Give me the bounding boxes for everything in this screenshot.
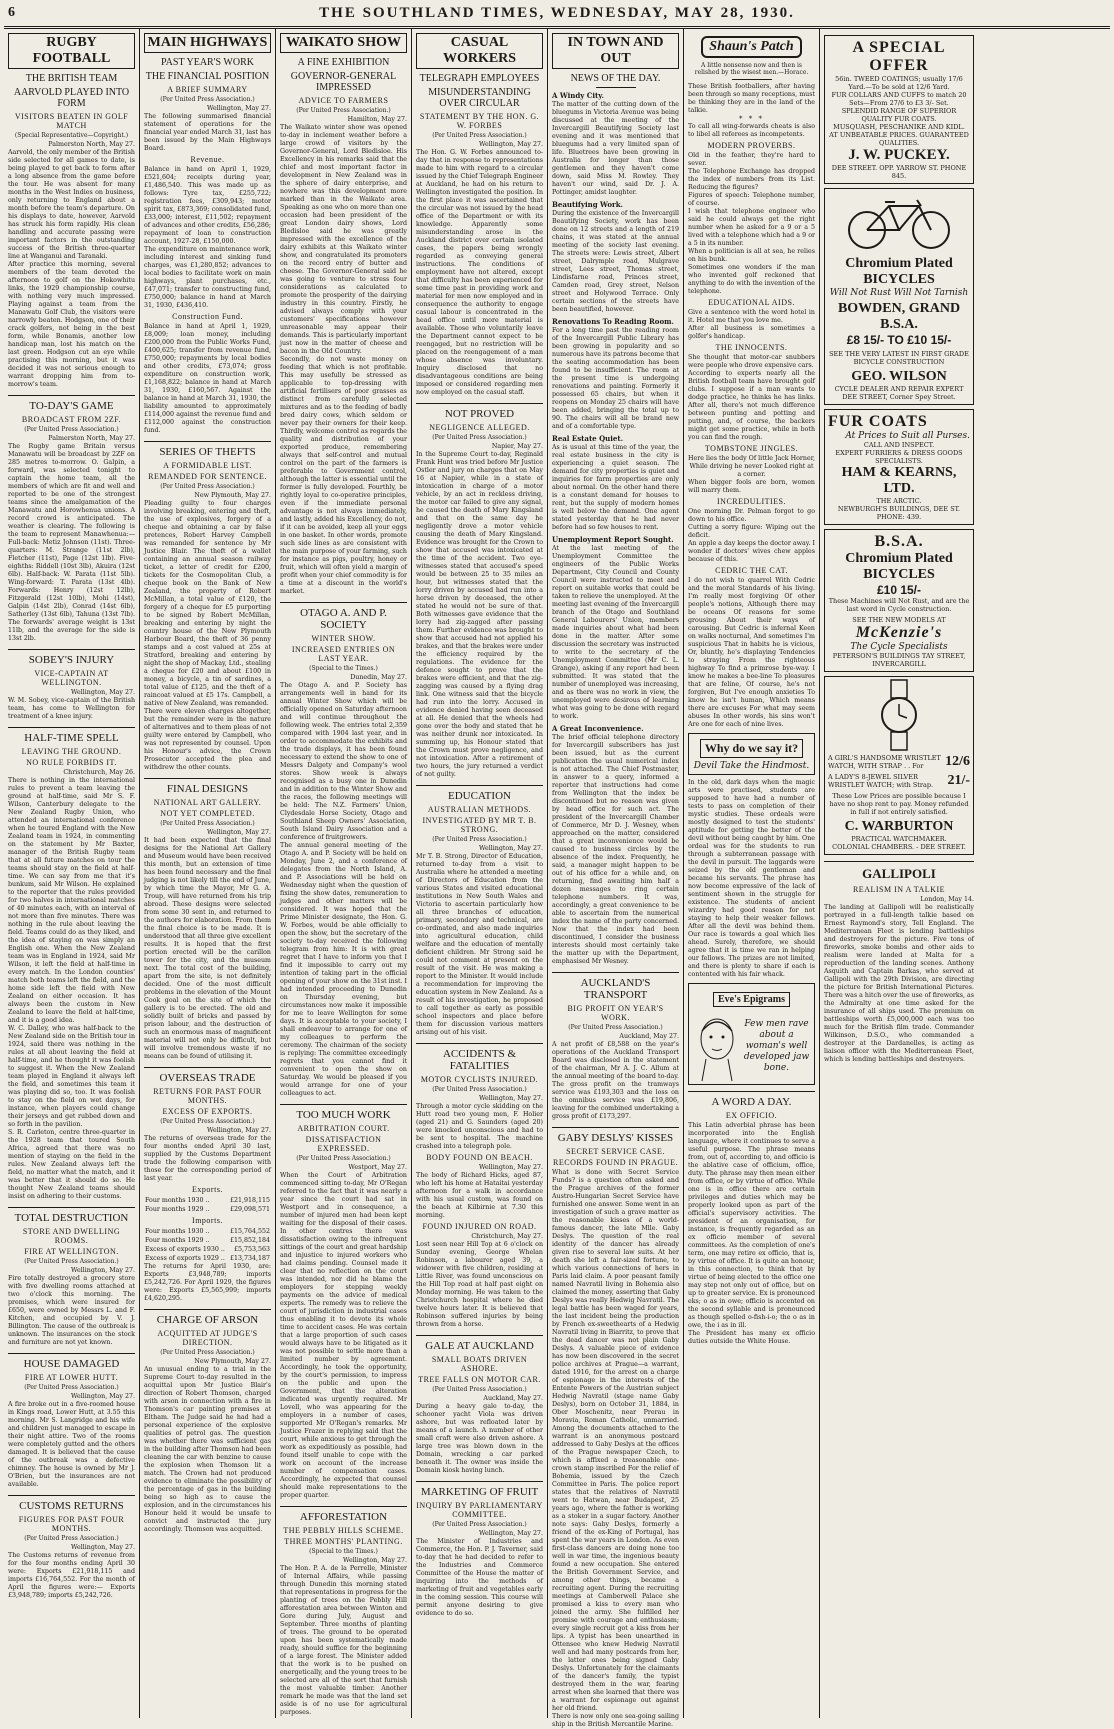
item-title: Renovations To Reading Room. [552, 317, 674, 326]
column-waikato [276, 29, 412, 1718]
credit: (Per United Press Association.) [432, 1521, 527, 1528]
masthead [4, 0, 1110, 29]
article-text: In the old, dark days when the magic arts were practised, students are supposed to have had a number of tests to pass on completion of their mystic studies. These ordeals were mostly designed to test the students' aptitude for getting the better of the devil without being caught by him. One ordeal was for the students to run through a subterranean passage with the devil in pursuit. The laggards were seized by the old gentleman and became his servants. The phrase has now become expressive of the lack of sentiment shown in the struggle for existence. The students of ancient wizardry had good reason for not staying to help their weaker fellows. After all the devil was behind them. Our race is towards a goal which lies ahead. Surely, therefore, we should agree that it is time we ran in helping our fellows. The prizes are not limited, and there is plenty to share if each is contented with his fair whack. [688, 779, 815, 978]
section-heading: TOO MUCH WORK [280, 1104, 407, 1121]
credit: (Per United Press Association.) [432, 1386, 527, 1393]
ad-heading: A SPECIAL OFFER [852, 39, 946, 74]
dateline: New Plymouth, May 27. [194, 1358, 271, 1365]
ad-line: FUR COLLARS AND CUFFS to match 20 Sets—From 27/6 to £3 3/- Set. [831, 91, 967, 107]
subhead: INVESTIGATED BY MR T. B. STRONG. [422, 816, 537, 834]
dateline: Christchurch, May 26. [63, 769, 135, 776]
eves-epigrams-box [688, 983, 815, 1085]
ad-bsa-mckenzies [824, 529, 974, 672]
dateline: Auckland, May 27. [619, 1033, 679, 1040]
article-text: Secondly, do not waste money on feeding that which is not profitable. This may usefully be stressed as applicable to top-dressing with artificial fertilisers of poor grasses as distinct from carefully selected mixtures and as to the feeding of badly bred dairy cows, which seldom or never pay their owners for their keep. Thirdly, welcome control as regards the quality and distribution of your exported produce, remembering always that self-control and mutual control on the part of the farmers is preferable to Government control, although the latter is essential until the former is fully developed. Fourthly, be rightly loyal to co-operative principles, even if the immediate personal advantage is not always immediately, and lastly, added his Excellency, do not, if it can be avoided, keep all your eggs in one basket. In other words, promote such side lines as are consistent with the main purpose of your farming, such for instance as pigs, poultry, honey or fruit, which will often yield a margin of profit when your chief commodity is for a time at a discount in the world's market. [280, 356, 408, 595]
section-heading: AUCKLAND'S TRANSPORT [552, 972, 679, 1001]
subhead: THE PEBBLY HILLS SCHEME. [283, 1526, 404, 1535]
article-text: The Rugby game Britain versus Manawatu will be broadcast by 2ZF on 285 metres to-morrow. O. Galpin, a forward, was selected tonight to captain the home team, all the members of which are fit and well and reported to be one of the strongest teams since the amalgamation of the Manawatu and Horowhenua unions. A record crowd is anticipated. The weather is clearing. The following is the team to represent Manawhenua:— Full-back: Metiz Johnson (11st). Three-quarters: M. Strange (11st 2lb), Fletcher (11st), Page (12st 1lb). Five-eighths: Riddell (10st 3lb), Akuira (12st 6lb). Half-back: W. Parata (11st 5lb). Wing-forward: T. Parata (13st 4lb). Forwards: Henry (12st 12lb), Fitzgerald (12st 10lb), Mohi (14st), Galpin (14st 2lb), Conrad (14st 6lb), Satherley (13st 6lb), Tahuna (13st 7lb). The forwards' average weight is 13st 11lb, and the average for the side is 13st 2lb. [8, 443, 135, 642]
credit: (Special to the Times.) [309, 1548, 378, 1555]
article-text: W. M. Sobey, vice-captain of the British team, has come to Wellington for treatment of a knee injury. [8, 697, 135, 720]
dateline: Wellington, May 27. [479, 1164, 543, 1171]
credit: (Special Representative—Copyright.) [14, 132, 129, 139]
why-heading: Why do we say it? [700, 739, 803, 758]
dateline: Wellington, May 27. [479, 1095, 543, 1102]
section-heading: CUSTOMS RETURNS [8, 1495, 135, 1512]
article-text: After practice this morning, several members of the team devoted the afternoon to golf on the Hokowhitu links, the 1929 championship course, with nothing very much impressed. Playing against a team from the Manawatu Golf Club, the visitors were narrowly beaten. Hodgson, one of their crack golfers, not being in the best form, while Bonamis, another low handicap man, lost his match on the last green. Hodgson cut an eye while practising this morning, but it was decided it was not serious enough to warrant dropping him from to-morrow's team. [8, 261, 135, 388]
column-advertisements [820, 29, 978, 1718]
subhead: MODERN PROVERBS. [707, 141, 796, 150]
article-text: The annual general meeting of the Otago A. and P. Society will be held on Monday, June 2, and a conference of delegates from the North Island, A. and P. Associations will be held on Wednesday night when the question of fixing the show dates, remuneration to judges and other matters will be considered. It was hoped that the Prime Minister designate, the Hon. G. W. Forbes, would be able officially to open the show, but the secretary of the society to-day received the following telegram from him: It is with great regret that I have to inform you that I find it impossible to carry out my intention of taking part in the official opening of your show on the 31st inst. I had intended proceeding to Dunedin on Thursday evening, but circumstances now make it impossible for me to leave Wellington for some days. It is acceptable to your society, I shall endeavour to arrange for one of my colleagues to perform the ceremony. The chairman of the society is replying: The committee exceedingly regrets that you cannot find it convenient to open the show on Saturday. We would be pleased if you would arrange for one of your colleagues to act. [280, 842, 407, 1097]
article-text: S. R. Carleton, centre three-quarter in the 1928 team that toured South Africa, agreed that there was no mention of staying on the field in the rules. New Zealand always left the field, no matter what the match, and it was better that it should do so. He thought New Zealand teams should insist on adhering to their customs. [8, 1129, 135, 1200]
article-text: Cutting a sorry figure: Wiping out the deficit. [688, 524, 815, 539]
article-text: The Customs returns of revenue from for the four months ending April 30 were: Exports £21,918,115 and imports £16,764,552. For the month of April the figures were:— Exports £3,948,789; imports £5,242,726. [8, 1552, 135, 1599]
subhead: PAST YEAR'S WORK [161, 57, 254, 68]
subhead: CEDRIC THE CAT. [715, 566, 788, 575]
article-text: It had been expected that the final designs for the National Art Gallery and Museum would have been received this month, but an extension of time has been found necessary and the final judging is not likely till the end of June, by which time the Mayor, Mr G. A. Troup, will have returned from his trip abroad. These designs were selected from some 30 sent in, and returned to the authors for elaboration. From them the final choice is to be made. It is understood that all three give excellent results. It is hoped that the first portion erected will be the carillon tower for the city, and the museum next. The total cost of the building, apart from the site, is not definitely decided. One of the most difficult problems in the elevation of the Mount Cook goal on the site of which the gallery is to be erected. The old and solidly built of bricks and passed by prison labour, and the destruction of such an enormous mass of magnificent material will not only be difficult, but will involve tremendous waste if no means can be found of utilising it. [144, 837, 271, 1060]
section-heading: NOT PROVED [416, 403, 543, 420]
table-row: Four months 1930 .. £21,918,115 [145, 1197, 270, 1204]
ad-line: SPLENDID RANGE OF SUPERIOR QUALITY FUR COATS. [841, 107, 957, 123]
article-text: Figures of speech: Telephone number, of course. [688, 192, 815, 207]
article-text: The President has many ex officio duties outside the White House. [688, 1330, 815, 1345]
advertiser-address: DEE STREET. OPP. YARROW ST. PHONE 845. [831, 164, 967, 180]
why-do-we-say-it-box [688, 733, 815, 775]
ad-line: BOWDEN, GRAND B.S.A. [837, 301, 961, 332]
article-text: There were eleven charges altogether, but the remainder were in the nature of alternatives and to them pleas of not guilty were entered by Campbell, who was not represented by counsel. Upon his Honour's advice, the Crown Prosecutor accepted the plea and withdrew the other counts. [144, 708, 271, 771]
ad-heading: B.S.A. [874, 533, 924, 550]
subhead: Construction Fund. [172, 312, 243, 321]
section-heading: TOTAL DESTRUCTION [8, 1207, 135, 1224]
ad-bicycles-wilson [824, 188, 974, 405]
dateline: Napier, May 27. [491, 443, 543, 450]
subhead: MOTOR CYCLISTS INJURED. [420, 1075, 539, 1084]
dateline: Wellington, May 27. [207, 829, 271, 836]
subhead: A FORMIDABLE LIST. [163, 461, 252, 470]
subhead: THE FINANCIAL POSITION [145, 71, 270, 82]
exports-table [144, 1196, 271, 1214]
eves-epigrams-heading: Eve's Epigrams [713, 992, 790, 1007]
article-text: At the last meeting of the Unemployment Committee the engineers of the Public Works Department, City Council and County Council were instructed to meet and report on suitable works that could be taken to relieve the unemployed. At the meeting last evening of the Invercargill branch of the Otago and Southland General Labourers' Union, members made inquiries about what had been done in the matter. After some discussion the secretary was instructed to write to the secretary of the Unemployment Committee (Mr C. L. Grange), asking if any report had been submitted. It was stated that the number of unemployed was increasing, and as there was no work in view, the unemployed were desirous of learning what was going to be done with regard to work. [552, 545, 679, 720]
credit: (Per United Press Association.) [432, 836, 527, 843]
ad-line: The Cycle Specialists [850, 642, 948, 652]
article-text: This Latin adverbial phrase has been incorporated into the English language, where it continues to serve a useful purpose. The phrase means from, out of, according to, and officio is the ablative case of officium, office, duty. The phrase may then mean either from office, or by virtue of office. While one is in office there are certain privileges and duties which may be properly looked upon as part of the official's supervisory activities. The president of an organisation, for instance, is frequently regarded as an ex officio member of several committees. As the completion of one's term, one may retire ex officio, that is, by virtue of office. It is quite an honour, in this connection, to think that by virtue of being elected to the office one may step not only out of office, but on up to greater service. Ex is pronounced eks; o as in owe; officio is accented on the second syllable and is pronounced as though spelled o-fish-i-o; the o as in owe, the i as in ill. [688, 1122, 815, 1329]
ad-line: MUSQUASH, PESCHANIKE AND KIDL. AT UNBEATABLE PRICES. GUARANTEED QUALITIES. [829, 123, 969, 147]
columns [4, 29, 1110, 1728]
article-text: There is nothing in the international rules to prevent a team leaving the ground at half-time, said Mr S. F. Wilson, Canterbury delegate to the New Zealand Rugby Union, who attended an international conference when he toured England with the New Zealand team in 1924, in commenting on the statement by Mr Baxter, manager of the British Rugby team that at all future matches on tour the teams should stay on the field at half-time. We can say from me that it's bunkum, said Mr Wilson. He explained to the reporter that the rules provided for two halves in international matches of 40 minutes each, with an interval of not more than five minutes. There was nothing in the rule about leaving the field. Teams could do as they liked, and the idea of staying on was simply an English one. When the New Zealand team was in England in 1924, said Mr Wilson, it left the field at half-time in every match. In the London counties' match both teams left the field, and the home side left the field with New Zealand on either occasion. It has always been the custom in New Zealand to leave the field at half-time, and it is a good idea. [8, 777, 135, 1024]
article-text: The expenditure on maintenance work, including interest and sinking fund charges, was £1,280,852; advances to local bodies to facilitate work on main highways, plant purchases, etc., £47,071; transfer to constructing fund, £750,000; balance in hand at March 31, 1930, £436,410. [144, 246, 271, 309]
price: 21/- [947, 773, 970, 788]
ad-special-offer [824, 35, 974, 184]
ad-line: A GIRL'S HANDSOME WRISTLET WATCH, WITH STRAP . . For [828, 754, 941, 770]
ad-line: THE ARCTIC. [876, 497, 922, 505]
ad-line: CALL AND INSPECT. [863, 441, 935, 449]
shauns-patch-logo: Shaun's Patch [701, 36, 801, 58]
article-text: The following summarised financial statement of operations for the financial year ended March 31, last has been issued by the Main Highways Board. [144, 113, 271, 152]
advertiser-name: HAM & KEARNS, LTD. [841, 465, 957, 496]
credit: (Per United Press Association.) [432, 434, 527, 441]
item-title: A Great Inconvenience. [552, 724, 644, 733]
subhead: AUSTRALIAN METHODS. [427, 805, 532, 814]
headline-waikato: WAIKATO SHOW [280, 33, 407, 53]
credit: (Per United Press Association.) [160, 1118, 255, 1125]
table-row: Excess of exports 1930 .. £5,753,563 [145, 1246, 270, 1253]
dateline: Wellington, May 27. [479, 141, 543, 148]
article-text: Balance in hand on April 1, 1929, £521,604; receipts during year, £1,486,540. This was made up as follows: Tyre tax, £255,722; registration fees, £309,943; motor spirit tax, £873,369; consolidated fund, £33,000; interest, £11,502; repayment of advances and other credits, £56,286; repayment of loan to construction account, 1927-28, £150,000. [144, 166, 271, 245]
article-text: The Hon. P. A. de la Perrelle, Minister of Internal Affairs, while passing through Dunedin this morning stated that representations in progress for the planting of trees on the Pebbly Hill afforestation area between Winton and Gore during July, August and September. Three months of planting of trees. The ground to be operated upon has been systematically made ready, should suffice for the beginning of a large forest. The Minister added that the work is to be pushed on energetically, and the young trees to be selected are all of the sort that furnish the most valuable timber. Another remark he made was that the land set aside is of no use for agricultural purposes. [280, 1565, 407, 1716]
credit: (Per United Press Association.) [160, 820, 255, 827]
subhead: WINTER SHOW. [311, 634, 376, 643]
subhead: EX OFFICIO. [725, 1111, 778, 1120]
ad-line: PRACTICAL WATCHMAKER. [851, 835, 947, 843]
ad-heading: FUR COATS [828, 413, 928, 430]
imports-table [144, 1227, 271, 1263]
ad-warburton-watches [824, 676, 974, 855]
section-heading: GALLIPOLI [824, 861, 974, 882]
article-text: What is done with Secret Service Funds? is a question often asked and the Prague archives of the former Austro-Hungarian Secret Service have furnished one answer. Some went in an investigation of such a grave matter as the reasonable kisses of a world-famous dancer, the late Mlle. Gaby Deslys. The question of the real identity of the dancer has already given rise to several law suits. At her death she left a fair-sized fortune, to which various connections of hers in Paris laid claim. A poor peasant family named Navratil living in Bohemia also claimed the money, asserting that Gaby Deslys was really Hedwig Navratil. The legal battle has been waged for years, the last incident being the production by French ex-sweethearts of a Hedwig Navratil living in Biarritz, to prove that the dead dancer was not plain Gaby Deslys. A valuable piece of evidence has now been discovered in the secret police archives at Prague—a warrant, dated 1916, for the arrest on a charge of espionage in the interests of the Entente Powers of the Austrian subject Hedwig Navratil (stage name Gaby Deslys), born on October 31, 1884, in Ober Moschenitz, near Prerau in Moravia, Roman Catholic, unmarried. Among the documents attached to the warrant is an anonymous postcard addressed to Gaby Deslys at the offices of the Prague newspaper Czech, to which is affixed a treasonable one-crown stamp inscribed For the relief of Bohemia, issued by the Czech Committee in Paris. The police report states that the relatives of Navratil went to Hatwan, near Budapest, 25 years ago, where the father is working as a stoker in a sugar factory. Another note says: Gaby Deslys, formerly a friend of the ex-King of Portugal, has spent the war years in London. As even first-class dancers are doing none too well in war time, the ingenious beauty found a new occupation. She entered the British Government Service, and among other things, became a recruiting agent. During the recruiting meetings at Camberwell Palace she promised a kiss to every man who joined the army. She fulfilled her promise with courage and enthusiasm; every single recruit got a kiss from her lips. A typist has been unearthed in Ottensee who knew Hedwig Navratil well and had many postcards from her, the latter ones being signed Gaby Deslys. Unfortunately for the claimants of the dancer's family, the typist destroyed them in the war, fearing arrest when she learned that there was a warrant for espionage out against her old friend. [552, 1169, 679, 1712]
section-heading: TO-DAY'S GAME [8, 395, 135, 412]
article-text: For a long time past the reading room of the Invercargill Public Library has been growing in popularity and so numerous have its patrons become that the seating accommodation has been found to be insufficient. The room at the present time is undergoing renovations and painting. Formerly it possessed 65 chairs, but when it reopens on Monday 25 chairs will have been added, bringing the total up to 90. The chairs will all be brand new and of a comfortable type. [552, 327, 679, 430]
ad-line: Chromium Plated BICYCLES [845, 551, 953, 582]
article-text: W. C. Dalley, who was half-back to the New Zealand side on the British tour in 1924, said there was nothing in the rules at all about leaving the field at half-time, and he thought it was foolish to suggest it. When the New Zealand team played in England it always left the field, and sometimes this team it was playing did so, too. It was foolish to stay on the field on wet days, for instance, when players could change their jerseys and get rubbed down and so forth in the pavilion. [8, 1025, 135, 1128]
section-heading: OTAGO A. AND P. SOCIETY [280, 602, 407, 631]
article-text: These British footballers, after having been through so many receptions, must be thinking they are in the land of the talkie. [688, 83, 815, 114]
tagline: A little nonsense now and then is relished by the wisest men.—Horace. [694, 62, 809, 76]
credit: (Per United Press Association.) [296, 1155, 391, 1162]
column-shauns-patch: Shaun's Patch A little nonsense now and then is relished by the wisest men.—Horace. These British footballers, after having been through so many receptions, must be thinking they are in the land of the talkie. * * * To call all wing-forwards cheats is also to libel all referees as incompetents. MODERN PROVERBS. Old in the feather, they're hard to sever. The Telephone Exchange has dropped the index of numbers from its List. Reducing the figures? Figures of speech: Telephone number, of course. I wish that telephone engineer who said he could always get the right number when he asked for a 9 or a 5 lived with a telephone which had a 9 or a 5 in its number. When a politician is all at sea, he relies on his bunk. Sometimes one wonders if the man who invented golf reckoned that anything to do with the invention of the telephone. EDUCATIONAL AIDS. Give a sentence with the word hotel in it. Hotel me that you love me. After all business is sometimes a golfer's handicap. THE INNOCENTS. She thought that motor-car snubbers were people who drove expensive cars. According to experts nearly all the British football team have brought golf clubs. I suppose if a man wants to dodge practice, he thinks he has links. After all, there's not much difference between punting and potting and putting, and, of course, the backers might get some practice, while in both you can find the rough. TOMBSTONE JINGLES. Here lies the body Of little Jack Horner, While driving he never Looked right at a corner. When bigger fools are born, women will marry them. INCREDULITIES. One morning Dr. Pelman forgot to go down to his office. Cutting a sorry figure: Wiping out the deficit. An apple a day keeps the doctor away. I wonder if doctors' wives chew apples because of this. CEDRIC THE CAT. I do not wish to quarrel With Cedric and the moral Standards of his living. I'm really most forgiving Of other people's notions, Although there may be oceans Of reasons for some grousing About their ways of carousing. But Cedric is infernal Keen on walks nocturnal, And sometimes I'm suspicious That in habits he is vicious, Or, bluntly, he's displaying Tendencies to straying From the righteous highway To find a primrose bye-way. I know he makes a bee-line To pleasures that are feline, Of course, he's not forgiven, But I've enough anxieties To know he isn't human, Which means there are excuses For what may seem abuses In other words, his sins won't Are one for each of nine lives. Why do we say it? Devil Take the Hindmost. In the old, dark days when the magic arts were practised, students are supposed to have had a number of tests to pass on completion of their mystic studies. These ordeals were mostly designed to test the students' aptitude for getting the better of the devil without being caught by him. One ordeal was for the students to run through a subterranean passage with the devil in pursuit. The laggards were seized by the old gentleman and became his servants. The phrase has now become expressive of the lack of sentiment shown in the struggle for existence. The students of ancient wizardry had good reason for not staying to help their weaker fellows. After all the devil was behind them. Our race is towards a goal which lies ahead. Surely, therefore, we should agree that it is time we ran in helping our fellows. The prizes are not limited, and there is plenty to share if each is contented with his fair whack. Eve's Epigrams Few men rave about a woman's well developed jaw bone. A WORD A DAY. EX OFFICIO. This Latin adverbial phrase has been incorporated into the English language, where it continues to serve a useful purpose. The phrase means from, out of, according to, and officio is the ablative case of officium, office, duty. The phrase may then mean either from office, or by virtue of office. While one is in office there are certain privileges and duties which may be properly looked upon as part of the official's supervisory activities. The president of an organisation, for instance, is frequently regarded as an ex officio member of several committees. As the completion of one's term, one may retire ex officio, that is, by virtue of office. It is quite an honour, in this connection, to think that by virtue of being elected to the office one may step not only out of office, but on up to greater service. Ex is pronounced eks; o as in owe; officio is accented on the second syllable and is pronounced as though spelled o-fish-i-o; the o as in owe, the i as in ill. The President has many ex officio duties outside the White House. [684, 29, 820, 1718]
subhead: TOMBSTONE JINGLES. [704, 444, 799, 453]
dateline: Wellington, May 27. [71, 1393, 135, 1400]
subhead: TREE FALLS ON MOTOR CAR. [418, 1375, 541, 1384]
credit: (Per United Press Association.) [432, 132, 527, 139]
advertiser-name: C. WARBURTON [844, 819, 954, 834]
ad-line: SEE THE NEW MODELS AT [852, 616, 946, 624]
ad-line: These Machines will Not Rust, and are the last word in Cycle construction. [828, 597, 970, 613]
subhead: INQUIRY BY PARLIAMENTARY COMMITTEE. [416, 1501, 543, 1519]
subhead: ADVICE TO FARMERS [298, 96, 389, 105]
article-text: A net profit of £8,588 on the year's operations of the Auckland Transport Board was disclosed in the statement of the chairman, Mr A. J. C. Allum at the annual meeting of the board to-day. The gross profit on the tramways service was £193,303 and the loss on the omnibus service was £19,806, leaving for the combined undertaking a gross profit of £173,297. [552, 1041, 679, 1120]
article-text: Aarvold, the only member of the British side selected for all games to date, is being played to get back to form after a long absence from the game before the tour. He was absent for many months in the West Indies on business, only returning to England about a month before the team's departure. On his displays to date, however, Aarvold has struck his form rapidly. His clean handling and accurate passing were important factors in the outstanding success of the British three-quarter line at Wanganui and Taranaki. [8, 149, 135, 260]
section-heading: AFFORESTATION [280, 1506, 407, 1523]
credit: (Per United Press Association.) [568, 1024, 663, 1031]
advertiser-address: DEE STREET, Corner Spey Street. [842, 393, 956, 401]
subhead: NEGLIGENCE ALLEGED. [429, 423, 530, 432]
verse: Here lies the body Of little Jack Horner, While driving he never Looked right at a corner. [688, 455, 816, 478]
dateline: London, May 14. [920, 896, 974, 903]
subhead: A BRIEF SUMMARY [167, 85, 248, 94]
section-heading: HOUSE DAMAGED [8, 1353, 135, 1370]
wristwatch-icon [869, 680, 929, 750]
headline-rugby: RUGBY FOOTBALL [8, 33, 135, 69]
credit: (Per United Press Association.) [24, 1535, 119, 1542]
subhead: FIRE AT WELLINGTON. [24, 1247, 119, 1256]
article-text: Balance in hand at April 1, 1929, £8,009; loan money, including £200,000 from the Public Works Fund, £400,625; transfer from revenue fund, £750,000; repayments by local bodies and other credits, £73,074; gross expenditure on construction work, £1,168,822; balance in hand at March 31, 1930, £160,567. Against the balance in hand at March 31, 1930, the liability amounted to approximately £114,000 against the revenue fund and £112,000 against the construction fund. [144, 323, 271, 434]
column-highways [140, 29, 276, 1718]
price: 12/6 [945, 754, 970, 769]
credit: (Per United Press Association.) [160, 1349, 255, 1356]
dateline: Christchurch, May 27. [471, 1233, 543, 1240]
article-text: When a politician is all at sea, he relies on his bunk. [688, 248, 815, 263]
section-heading: GALE AT AUCKLAND [416, 1335, 543, 1352]
column-town-and-out [548, 29, 684, 1728]
dateline: Wellington, May 27. [71, 1544, 135, 1551]
newspaper-title: THE SOUTHLAND TIMES, WEDNESDAY, MAY 28, 1930. [319, 4, 795, 21]
subhead: NO RULE FORBIDS IT. [26, 758, 117, 767]
subhead: BROADCAST FROM 2ZF. [21, 415, 122, 424]
subhead: NATIONAL ART GALLERY. [153, 798, 262, 807]
dateline: Wellington, May 27. [207, 105, 271, 112]
subhead: SECRET SERVICE CASE. [566, 1147, 665, 1156]
table-row: Four months 1929 .. £29,098,571 [145, 1206, 270, 1213]
subhead: Exports. [192, 1185, 223, 1194]
divider [596, 87, 636, 88]
article-text: As is usual at this time of the year, the real estate business in the city is experiencing a quiet season. The demand for city properties is quiet and inquiries for farm properties are only about normal. On the other hand there is a constant demand for houses to rent, but the supply of modern homes is well below the demand. One agent stated yesterday that he had never before had so few houses to rent. [552, 444, 679, 531]
credit: (Per United Press Association.) [296, 107, 391, 114]
subhead: BIG PROFIT ON YEAR'S WORK. [567, 1004, 664, 1022]
article-text: When the Court of Arbitration commenced sitting to-day, Mr O'Regan referred to the fact that it was nearly a year since the court had sat in Westport and in consequence, a number of injured men had been kept waiting for the disposal of their cases. In other centres there was dissatisfaction owing to the infrequent sittings of the court and great hardship and injustice to injured workers who had claims pending. Counsel made it clear that no reflection on the court was intended, nor did he blame the employers for stepping weekly payments on the advice of medical experts. The remedy was to relieve the court of jurisdiction in industrial cases thus enabling it to devote its whole time to accident cases. He was certain that a large proportion of such cases would always have to be litigated as it was not possible to settle more than a limited number by agreement. Accordingly, he took the opportunity, by the court's permission, to impress on the public and upon the Government, that the alteration indicated was urgently required. Mr Lovell, who was appearing for the employers in a number of cases, supported Mr O'Regan's remarks. Mr Justice Frazer in replying said that the court, while anxious to get through the work as expeditiously as possible, had found itself unable to cope with the work on account of the increase number of compensation cases. Accordingly, he expected that counsel should make representations to the proper quarter. [280, 1172, 407, 1499]
subhead: RETURNS FOR PAST FOUR MONTHS. [153, 1087, 262, 1105]
headline-town-and-out: IN TOWN AND OUT [552, 33, 679, 69]
article-text: Lost seen near Hill Top at 6 o'clock on Sunday evening, George Whelan Robinson, a labourer aged 39, a widower with five children, residing at Little River, was found unconscious on the Hill Top road at half past eight on Monday morning. He was taken to the Christchurch hospital where he died twelve hours later. It is believed that Robinson suffered injuries by being thrown from a horse. [416, 1241, 543, 1328]
subhead: Revenue. [190, 155, 225, 164]
article-text: The Otago A. and P. Society has arrangements well in hand for its annual Winter Show which will be officially opened on Saturday afternoon and will continue throughout the following week. The entries total 2,359 compared with 1904 last year, and in order to accommodate the exhibits and the trade displays, it has been found necessary to extend the show to one of Messrs Dalgety and Company's wool stores. Show week is always recognised as a busy one in Dunedin and in addition to the Winter Show and the races, the following meetings will be held: The N.Z. Farmers' Union, Clydesdale Horse Society, Otago and Southland Sheep Owners' Association, South Island Dairy Association and a conference of fruitgrowers. [280, 682, 407, 841]
phrase: Devil Take the Hindmost. [693, 761, 810, 771]
article-text: The Waikato winter show was opened to-day in inclement weather before a large crowd of visitors by the Governor-General, Lord Bledisloe. His Excellency in his remarks said that the chief and most important factor in development in New Zealand was in the sphere of dairy enterprise, and nowhere was this development more marked than in the Waikato area. Speaking as one who on more than one occasion had been president of the great London dairy shows, Lord Bledisloe said he was greatly impressed with the excellence of the dairy exhibits at this Waikato winter show, and congratulated its promoters on the record entry of butter and cheese. The Governor-General said he was going to venture to stress four considerations as calculated to promote the prosperity of the dairying industry in this country. Firstly, he advised always comply with your customers' specifications however unreasonable may appear their demands. This is particularly important just now in the matter of cheese and bacon in the Old Country. [280, 124, 407, 355]
subhead: Imports. [192, 1216, 223, 1225]
article-text: She thought that motor-car snubbers were people who drove expensive cars. [688, 354, 815, 369]
subhead: FIGURES FOR PAST FOUR MONTHS. [18, 1515, 125, 1533]
article-text: Give a sentence with the word hotel in it. Hotel me that you love me. [688, 309, 815, 324]
credit: (Per United Press Association.) [160, 483, 255, 490]
article-text: The landing at Gallipoli will be realistically portrayed in a full-length talkie based on Ernest Raymond's story, Tell England. The Mediterranean Fleet is lending battleships and destroyers for the picture. Five tons of fireworks, smoke bombs and other aids to realism were landed at Malta for a reproduction of the landing scenes. Anthony Asquith and Captain Barkas, who served at Gallipoli with the 29th Division, are directing the picture for British International Pictures. There was a hitch over the use of fireworks, as the Admiralty at one time asked for the insurance of all ships used. The premium on battleships worth £5,000,000 each was too much for the British film trade. Commander Wilkinson, D.S.O., who commanded a destroyer at the Dardanelles, is acting as liaison officer with the Mediterranean Fleet, which is lending battleships and destroyers. [824, 904, 974, 1063]
ad-line: At Prices to Suit all Purses. [845, 431, 970, 441]
subhead: STATEMENT BY THE HON. G. W. FORBES [419, 112, 540, 130]
article-text: In the Supreme Court to-day, Reginald Frank Hunt was tried before Mr Justice Ostler and jury on charges that on May 16 at Napier, while in a state of intoxication in charge of a motor vehicle, by an act in reckless driving, the motor car failed to give any signal, he caused the death of Mary Kingsland and that on the same day he negligently drove a motor vehicle causing the death of Mary Kingsland. Evidence was brought for the Crown to show that accused was intoxicated at the time of the accident. Two eye-witnesses stated that accused's speed would be between 25 to 35 miles an hour, but witnesses stated that the lorry driven by accused had run into a horse driven by deceased, the other stated he would not be sure of that. Both witnesses gave evidence that the lorry had zig-zagged after passing them. Further evidence was brought to show that accused had not applied his brakes, and that the brakes were under the efficiency required by the regulations. The evidence for the defence sought to prove that the brakes were efficient, and that the zig-zagging was caused by a flying drag link. One witness said that the bicycle had run into the lorry. Accused in evidence denied having seen deceased at all. He denied that the wheels had gone over the body and stated that he was neither drunk nor intoxicated. In summing up, his Honour stated that the Crown must prove negligence, and not intoxication. After a retirement of two hours, the jury returned a verdict of not guilty. [416, 451, 543, 778]
item-title: Beautifying Work. [552, 200, 623, 209]
advertiser-name: McKenzie's [855, 624, 943, 641]
article-text: To call all wing-forwards cheats is also to libel all referees as incompetents. [688, 123, 815, 138]
ad-line: 56in. TWEED COATINGS; usually 17/6 Yard.—To be sold at 12/6 Yard. [835, 75, 963, 91]
ad-line: A LADY'S 8-JEWEL SILVER WRISTLET WATCH; with Strap. [828, 773, 934, 789]
item-title: A Windy City. [552, 91, 604, 100]
credit: (Per United Press Association.) [24, 1258, 119, 1265]
column-rugby [4, 29, 140, 1718]
credit: (Per United Press Association.) [24, 1384, 119, 1391]
subhead: SMALL BOATS DRIVEN ASHORE. [431, 1355, 528, 1373]
section-heading: HALF-TIME SPELL [8, 727, 135, 744]
subhead: LEAVING THE GROUND. [21, 747, 122, 756]
table-row: Excess of exports 1929 .. £13,734,187 [145, 1255, 270, 1262]
article-text: The matter of the cutting down of the bluegums in Victoria Avenue was being discussed at the meeting of the Invercargill Beautifying Society last evening and it was mentioned that bluegums had a very limited span of life. Bluetrees have been growing in Australia for longer than those gentlemen and they haven't come down, said Miss M. Rowley. They haven't our wind, said Dr. J. A. Pottinger, amidst laughter. [552, 101, 679, 196]
advertiser-address: PETERSON'S BUILDINGS TAY STREET, INVERCARGILL [832, 652, 966, 668]
advertiser-name: J. W. PUCKEY. [848, 147, 950, 163]
subhead: AARVOLD PLAYED INTO FORM [13, 87, 130, 109]
subhead: GOVERNOR-GENERAL IMPRESSED [290, 71, 397, 93]
dateline: New Plymouth, May 27. [194, 492, 271, 499]
article-text: I wish that telephone engineer who said he could always get the right number when he asked for a 9 or a 5 lived with a telephone which had a 9 or a 5 in its number. [688, 208, 815, 247]
column-casual-workers [412, 29, 548, 1718]
subhead: STORE AND DWELLING ROOMS. [22, 1227, 121, 1245]
subhead: FOUND INJURED ON ROAD. [422, 1222, 537, 1231]
article-text: Sometimes one wonders if the man who invented golf reckoned that anything to do with the invention of the telephone. [688, 264, 815, 295]
advertiser-name: GEO. WILSON [851, 369, 947, 384]
section-heading: MARKETING OF FRUIT [416, 1481, 543, 1498]
dateline: Wellington, May 27. [343, 1557, 407, 1564]
credit: (Per United Press Association.) [160, 96, 255, 103]
table-row: Four months 1930 .. £15,764,552 [145, 1228, 270, 1235]
ad-line: These Low Prices are possible because I have no shop rent to pay. Money refunded in full if not entirely satisfied. [829, 792, 969, 816]
dateline: Wellington, May 27. [479, 845, 543, 852]
advertiser-address: NEWBURGH'S BUILDINGS, DEE ST. PHONE: 439. [837, 505, 961, 521]
dateline: Palmerston North, May 27. [48, 141, 135, 148]
subhead: RECORDS FOUND IN PRAGUE. [553, 1158, 678, 1167]
article-text: Old in the feather, they're hard to sever. [688, 152, 815, 167]
article-text: During a heavy gale to-day, the schooner yacht Viola was driven ashore, but was refloated later by means of a launch. A number of other small craft were also driven ashore. A large tree was blown down in the Domain, wrecking a car parked beneath it. The owner was inside the Domain kiosk having lunch. [416, 1403, 543, 1474]
subhead: ACQUITTED AT JUDGE'S DIRECTION. [157, 1329, 258, 1347]
article-text: The Telephone Exchange has dropped the index of numbers from its List. Reducing the figures? [688, 168, 815, 191]
subhead: INCREDULITIES. [717, 497, 786, 506]
ad-line: CYCLE DEALER AND REPAIR EXPERT [834, 385, 964, 393]
article-text: The returns of overseas trade for the four months ended April 30 last, supplied by the Customs Department trade the following comparison with those for the corresponding period of last year. [144, 1135, 271, 1182]
article-text: During the existence of the Invercargill Beautifying Society, work has been done on 12 streets and a length of 219 chains, it was stated at the annual meeting of the society last evening. The streets were: Lewis street, Albert street, Dalrymple road, Mulgrave street, Lees street, Thomas street, Lindisfarne road, Princes street, Camden road, Grey street, Nelson street and Holywood Terrace. Only certain sections of the streets have been beautified, however. [552, 210, 679, 313]
subhead: REMANDED FOR SENTENCE. [148, 472, 267, 481]
subhead: FIRE AT LOWER HUTT. [24, 1373, 119, 1382]
article-text: An apple a day keeps the doctor away. I wonder if doctors' wives chew apples because of this. [688, 540, 815, 563]
subhead: EXCESS OF EXPORTS. [162, 1107, 253, 1116]
article-text: Fire totally destroyed a grocery store with five dwelling rooms attached at two o'clock this morning. The premises, which were insured for £650, were owned by Messrs L. and F. Kitchen, and occupied by V. J. Billington. The cause of the outbreak is unknown. The insurances on the stock and furniture are not yet known. [8, 1275, 135, 1346]
article-text: When bigger fools are born, women will marry them. [688, 479, 815, 494]
section-heading: OVERSEAS TRADE [144, 1067, 271, 1084]
woman-face-icon [692, 1011, 742, 1081]
article-text: The Minister of Industries and Commerce, the Hon. P. J. Taverner, said to-day that he had decided to refer to the Industries and Commerce Committee of the House the matter of inquiring into the methods of marketing of fruit and vegetables early in the coming session. This course will permit anyone desiring to give evidence to do so. [416, 1538, 543, 1617]
subhead: MISUNDERSTANDING OVER CIRCULAR [428, 87, 531, 109]
dateline: Westport, May 27. [348, 1164, 407, 1171]
section-heading: CHARGE OF ARSON [144, 1309, 271, 1326]
subhead: THE INNOCENTS. [715, 343, 788, 352]
credit: (Per United Press Association.) [432, 1086, 527, 1093]
item-title: Real Estate Quiet. [552, 434, 624, 443]
article-text: The brief official telephone directory for Invercargill subscribers has just been issued, but as the current publication the usual numerical index is not attached. The Chief Postmaster, in answer to a query, informed a reporter that instructions had come from Wellington that the index be discontinued but no reason was given by head office for such act. The president of the Invercargill Chamber of Commerce, Mr D. J. Wesney, when approached on the matter, considered that a great inconvenience would be caused to business circles by the absence of the index. Frequently, he said, a manager might happen to be out of his office for a while and, on returning, find awaiting him half a dozen messages to ring certain telephone numbers. It was, accordingly, a great convenience to be able to ascertain from the numerical index the name of the party concerned. Now that the index had been discontinued, I consider the business interests should most certainly take the matter up with the Department, emphasised Mr Wesney. [552, 734, 679, 965]
dateline: Palmerston North, May 27. [48, 435, 135, 442]
verse: I do not wish to quarrel With Cedric and the moral Standards of his living. I'm really most forgiving Of other people's notions, Although there may be oceans Of reasons for some grousing About their ways of carousing. But Cedric is infernal Keen on walks nocturnal, And sometimes I'm suspicious That in habits he is vicious, Or, bluntly, he's displaying Tendencies to straying From the righteous highway To find a primrose bye-way. I know he makes a bee-line To pleasures that are feline, Of course, he's not forgiven, But I've enough anxieties To know he isn't human, Which means there are excuses For what may seem abuses In other words, his sins won't Are one for each of nine lives. [688, 577, 815, 728]
ad-line: SEE THE VERY LATEST IN FIRST GRADE BICYCLE CONSTRUCTION [829, 350, 969, 366]
subhead: VICE-CAPTAIN AT WELLINGTON. [34, 669, 109, 687]
section-heading: FINAL DESIGNS [144, 778, 271, 795]
subhead: THE BRITISH TEAM [25, 73, 118, 84]
advertiser-address: COLONIAL CHAMBERS. - DEE STREET. [832, 843, 966, 851]
subhead: A FINE EXHIBITION [297, 57, 390, 68]
dateline: Wellington, May 27. [207, 1127, 271, 1134]
subhead: BODY FOUND ON BEACH. [426, 1153, 533, 1162]
section-heading: ACCIDENTS & FATALITIES [416, 1043, 543, 1072]
headline-highways: MAIN HIGHWAYS [144, 33, 271, 53]
subhead: DISSATISFACTION EXPRESSED. [305, 1135, 382, 1153]
section-heading: SERIES OF THEFTS [144, 441, 271, 458]
subhead: TELEGRAPH EMPLOYEES [419, 73, 540, 84]
subhead: NOT YET COMPLETED. [160, 809, 255, 818]
dateline: Dunedin, May 27. [350, 674, 407, 681]
subhead: INCREASED ENTRIES ON LAST YEAR. [291, 645, 396, 663]
article-text: The Hon. G. W. Forbes announced to-day that in response to representations made to him with regard to a circular issued by the Chief Telegraph Engineer at Auckland, he had on his return to Wellington investigated the position. In the first place it was ascertained that the circular was not issued by the head office of the Department or with its knowledge. Apparently some misunderstanding arose in the Auckland district over certain isolated cases, the papers being wrongly regarded as conveying general instructions. The conditions of employment have not altered, except that difficulty has been experienced for some time past in providing work and material for men now employed and in consequence the authority to engage casual labour is concentrated in the head office until more material is available. Those who voluntarily leave the Department cannot expect to be reengaged, but no restriction will be placed on the reengagement of a man whose absence was involuntary. Inquiry disclosed that no disadvantageous conditions are being imposed or considered regarding men now employed on the casual staff. [416, 149, 543, 396]
article-text: The body of Richard Hicks, aged 87, who left his home at Hataitai yesterday afternoon for a walk in accordance with his usual custom, was found on the beach at Kilbirnie at 7.30 this morning. [416, 1172, 543, 1219]
credit: (Special to the Times.) [309, 665, 378, 672]
subhead: EDUCATIONAL AIDS. [708, 298, 795, 307]
article-text: There is now only one sea-going sailing ship in the British Mercantile Marine. [552, 1713, 679, 1728]
dateline: Wellington, May 27. [479, 1530, 543, 1537]
page-number: 6 [8, 5, 15, 20]
ad-heading: Chromium Plated BICYCLES [845, 256, 953, 287]
subhead: THREE MONTHS' PLANTING. [284, 1537, 403, 1546]
ad-line: EXPERT FURRIERS & DRESS GOODS SPECIALISTS. [835, 449, 963, 465]
ad-fur-coats [824, 409, 974, 525]
item-title: Unemployment Report Sought. [552, 535, 674, 544]
ad-line: Will Not Rust Will Not Tarnish [829, 288, 969, 298]
section-heading: A WORD A DAY. [688, 1091, 815, 1108]
section-heading: GABY DESLYS' KISSES [552, 1127, 679, 1144]
section-heading: EDUCATION [416, 785, 543, 802]
article-text: Mr T. B. Strong, Director of Education, returned to-day from a visit to Australia where he attended a meeting of Directors of Education from the various States and visited educational institutions in New South Wales and Victoria to ascertain particularly how all three branches of education, primary, secondary and technical, are co-ordinated, and also made inquiries into agricultural education, child welfare and the education of mentally deficient children. Mr Strong said he could not comment at present on the result of the visit. He was making a report to the Minister. It would include a recommendation for improving the education system in New Zealand. As a result of his investigation, he proposed to call together as early as possible school inspectors and place before them for discussion various matters arising out of his visit. [416, 853, 543, 1036]
price: £10 15/- [876, 583, 922, 597]
article-text: Pleading guilty to four charges involving breaking, entering and theft, the use of explosives, forgery of a cheque and obtaining a car by false pretences, Robert Harvey Campbell was remanded for sentence by Mr Justice Blair. The theft of a wallet containing an annual season railway ticket, a letter of credit for £200, tickets for the Cosmopolitan Club, a cheque book on the Bank of New Zealand, the property of Robert McMillan, a total value of £120, the forgery of a cheque for £5 purporting to be signed by Robert McMillan, breaking and entering by night the country house of the New Plymouth Harbour Board, the theft of 36 penny stamps and a cost valued at 25s at Stratford, breaking and entering by night the shop of Mackay, Ltd., stealing a cheque for £20 and about £100 in money, a bicycle, a tin of sardines, a total value of £125, and the theft of a raincoat valued at £5 17s. Campbell, a native of New Zealand, was remanded. [144, 500, 271, 707]
article-text: A fire broke out in a five-roomed house in Kings road, Lower Hutt, at 3.55 this morning. Mr S. Langridge and his wife and children just managed to escape in their night attire. Two of the rooms were completely gutted and the others damaged. It is believed that the cause of the outbreak was a defective chimney. The house is owned by Mr J. O'Brien, but the insurances are not available. [8, 1401, 135, 1488]
subhead: VISITORS BEATEN IN GOLF MATCH [14, 112, 129, 130]
dateline: Hamilton, May 27. [347, 116, 407, 123]
article-text: Through a motor cycle skidding on the Hutt road two young men, F. Holier (aged 21) and G. Saunders (aged 20) were knocked unconscious and had to be sent to hospital. The machine crashed into a telegraph pole. [416, 1103, 543, 1150]
price: £8 15/- TO £10 15/- [846, 333, 952, 347]
subhead: ARBITRATION COURT. [297, 1124, 390, 1133]
epigram-text: Few men rave about a woman's well developed jaw bone. [743, 1018, 810, 1073]
article-text: The returns for April 1930, are: Exports £3,948,789; imports £5,242,726. For April 1929, the figures were: Exports £5,565,999; imports £4,620,295. [144, 1263, 271, 1302]
dateline: Auckland, May 27. [483, 1395, 543, 1402]
dateline: Wellington, May 27. [71, 689, 135, 696]
table-row: Four months 1929 .. £15,852,184 [145, 1237, 270, 1244]
credit: (Per United Press Association.) [24, 426, 119, 433]
subhead: NEWS OF THE DAY. [570, 73, 661, 84]
article-text: According to experts nearly all the British football team have brought golf clubs. I suppose if a man wants to dodge practice, he thinks he has links. After all, there's not much difference between punting and potting and putting, and, of course, the backers might get some practice, while in both you can find the rough. [688, 370, 815, 441]
dateline: Wellington, May 27. [71, 1267, 135, 1274]
divider [732, 79, 772, 80]
article-text: After all business is sometimes a golfer's handicap. [688, 325, 815, 340]
bicycle-icon [839, 192, 959, 252]
subhead: REALISM IN A TALKIE [852, 885, 946, 894]
headline-casual-workers: CASUAL WORKERS [416, 33, 543, 69]
article-text: An unusual ending to a trial in the Supreme Court to-day resulted in the acquittal upon Mr Justice Blair's direction of Robert Thomson, charged with arson in connection with a fire in Thomson's car painting premises at Eltham. The Judge said he had had a personal experience of the explosive qualities of petrol gas. The question was whether there was sufficient gas in the building after Thomson had been cleaning the car with benzine to cause the explosion when Thomson lit a match. The Crown had not produced evidence to eliminate the possibility of the percentage of gas in the building being so high as to cause the explosion, and in the circumstances his Honour held it would be unsafe to convict and instructed the jury accordingly. Thomson was acquitted. [144, 1366, 271, 1533]
article-text: One morning Dr. Pelman forgot to go down to his office. [688, 508, 815, 523]
section-heading: SOBEY'S INJURY [8, 649, 135, 666]
